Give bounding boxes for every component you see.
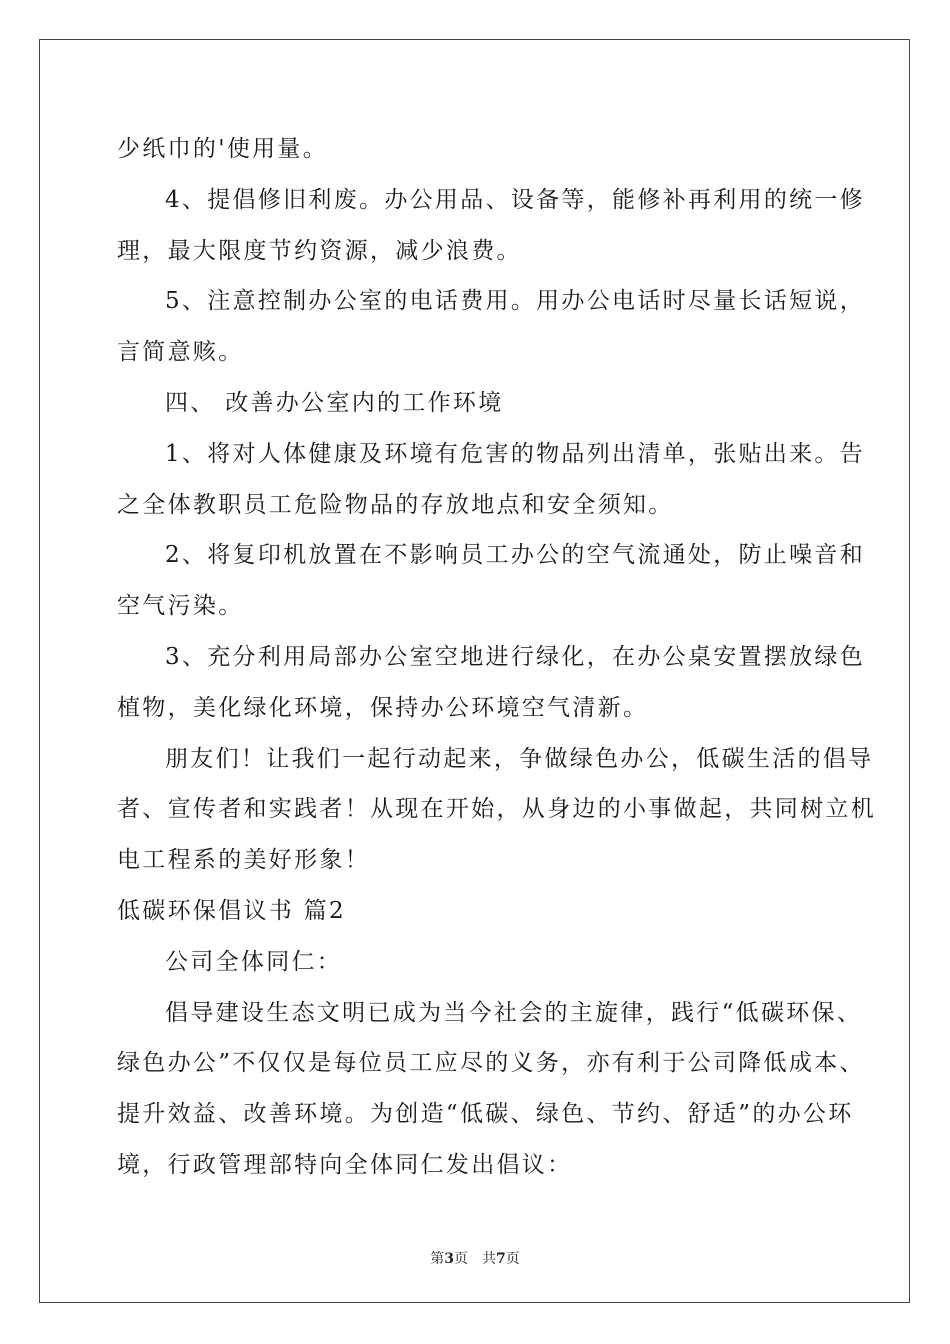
- text-line: 之全体教职员工危险物品的存放地点和安全须知。: [117, 491, 674, 518]
- page-current: 3: [444, 1251, 454, 1267]
- text-line: 境，行政管理部特向全体同仁发出倡议：: [117, 1151, 573, 1178]
- text-line: 植物，美化绿化环境，保持办公环境空气清新。: [117, 694, 649, 721]
- text-line: 理，最大限度节约资源，减少浪费。: [117, 237, 522, 264]
- text-line: 2、将复印机放置在不影响员工办公的空气流通处，防止噪音和: [165, 542, 866, 569]
- text-line: 4、提倡修旧利废。办公用品、设备等，能修补再利用的统一修: [165, 186, 866, 213]
- text-line: 提升效益、改善环境。为创造“低碳、绿色、节约、舒适”的办公环: [117, 1101, 854, 1128]
- text-line: 5、注意控制办公室的电话费用。用办公电话时尽量长话短说，: [165, 288, 866, 315]
- text-line: 四、 改善办公室内的工作环境: [165, 389, 504, 416]
- total-suffix: 页: [505, 1251, 520, 1267]
- text-line: 倡导建设生态文明已成为当今社会的主旋律，践行“低碳环保、: [165, 999, 863, 1026]
- text-line: 3、充分利用局部办公室空地进行绿化，在办公桌安置摆放绿色: [165, 643, 866, 670]
- text-line: 者、宣传者和实践者！从现在开始，从身边的小事做起，共同树立机: [117, 796, 876, 823]
- total-prefix: 共: [482, 1251, 496, 1267]
- text-line: 低碳环保倡议书 篇2: [117, 897, 346, 924]
- page-total: 7: [496, 1251, 506, 1267]
- text-line: 少纸巾的'使用量。: [117, 136, 329, 162]
- page-prefix: 第: [430, 1251, 445, 1267]
- text-line: 绿色办公”不仅仅是每位员工应尽的义务，亦有利于公司降低成本、: [117, 1050, 865, 1077]
- text-line: 公司全体同仁：: [165, 948, 343, 975]
- text-line: 言简意赅。: [117, 339, 244, 366]
- document-body: [117, 124, 876, 1191]
- page-suffix: 页: [454, 1251, 468, 1267]
- text-line: 1、将对人体健康及环境有危害的物品列出清单，张贴出来。告: [165, 440, 866, 467]
- text-line: 朋友们！让我们一起行动起来，争做绿色办公，低碳生活的倡导: [165, 745, 874, 772]
- page-footer: [0, 1248, 950, 1268]
- text-line: 空气污染。: [117, 593, 244, 620]
- text-line: 电工程系的美好形象！: [117, 847, 370, 874]
